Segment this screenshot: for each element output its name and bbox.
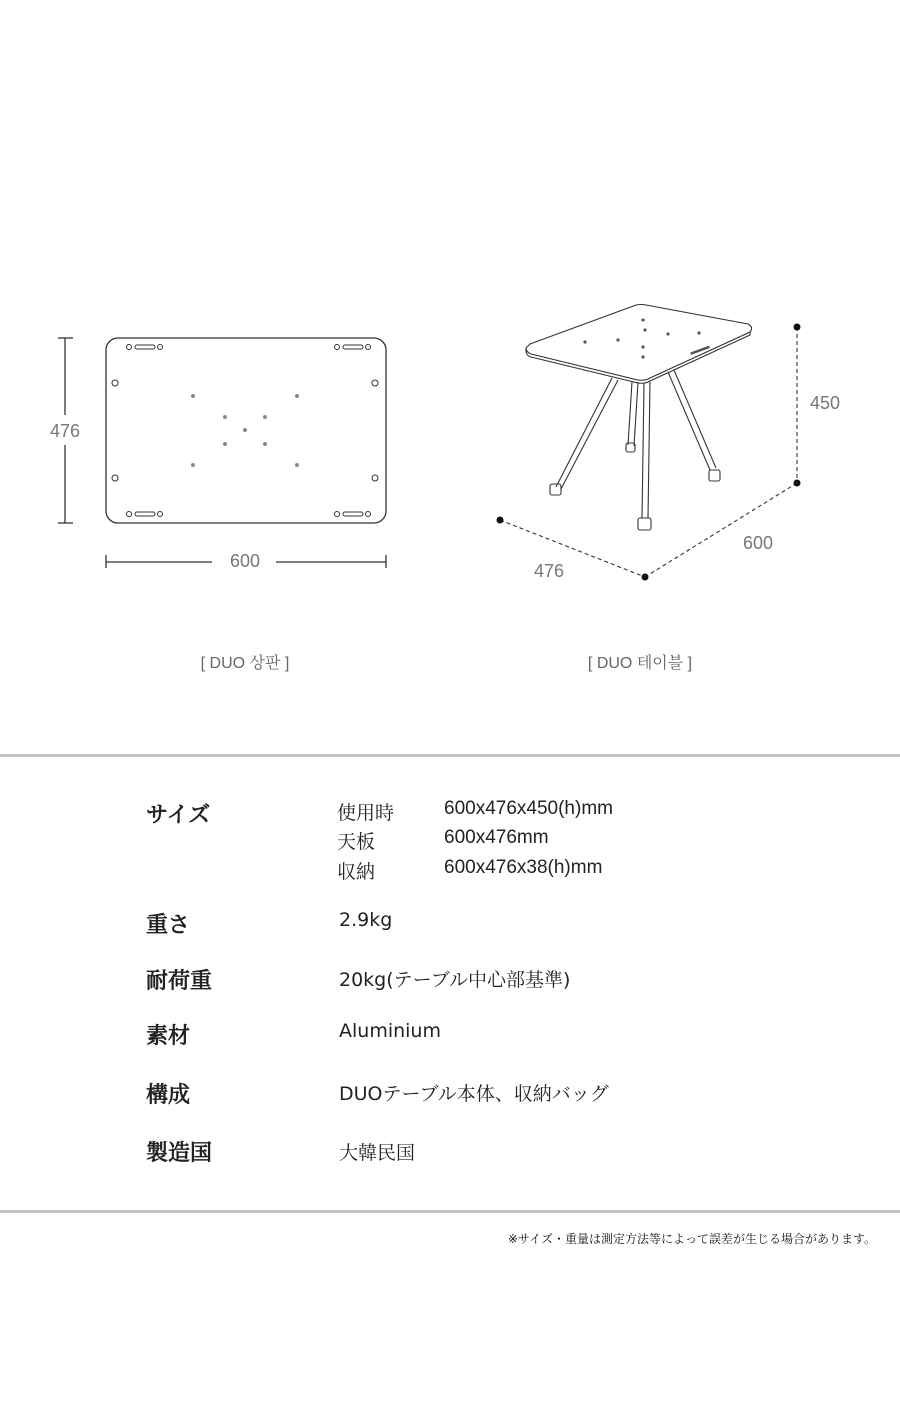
disclaimer-note: ※サイズ・重量は測定方法等によって誤差が生じる場合があります。: [507, 1232, 876, 1246]
size-sub-label: 収納: [337, 861, 376, 883]
spec-value: 大韓民国: [339, 1142, 416, 1164]
size-sub-label: 使用時: [337, 802, 395, 824]
spec-label: 素材: [146, 1024, 191, 1049]
size-value: 600x476x38(h)mm: [444, 857, 603, 878]
spec-label: 構成: [146, 1083, 191, 1108]
spec-label: サイズ: [146, 803, 211, 828]
divider-top: [0, 754, 900, 757]
spec-label: 重さ: [146, 913, 191, 938]
spec-value: DUOテーブル本体、収納バッグ: [339, 1083, 609, 1105]
spec-label: 製造国: [146, 1141, 213, 1166]
table-depth-label: 476: [533, 561, 565, 581]
dimension-drawings: [0, 0, 900, 700]
size-value: 600x476mm: [444, 827, 549, 848]
size-sub-label: 天板: [337, 831, 376, 853]
plate-height-label: 476: [49, 421, 81, 441]
size-value: 600x476x450(h)mm: [444, 798, 613, 819]
spec-value: Aluminium: [339, 1020, 441, 1042]
table-width-label: 600: [742, 533, 774, 553]
top-plate-caption: [ DUO 상판 ]: [200, 655, 290, 672]
spec-value: 20kg(テーブル中心部基準): [339, 969, 571, 991]
table-height-label: 450: [809, 393, 841, 413]
spec-value: 2.9kg: [339, 909, 393, 931]
divider-bottom: [0, 1210, 900, 1213]
top-plate-drawing: [58, 338, 386, 568]
plate-width-label: 600: [229, 551, 261, 571]
table-caption: [ DUO 테이블 ]: [587, 655, 693, 672]
spec-label: 耐荷重: [146, 969, 213, 994]
